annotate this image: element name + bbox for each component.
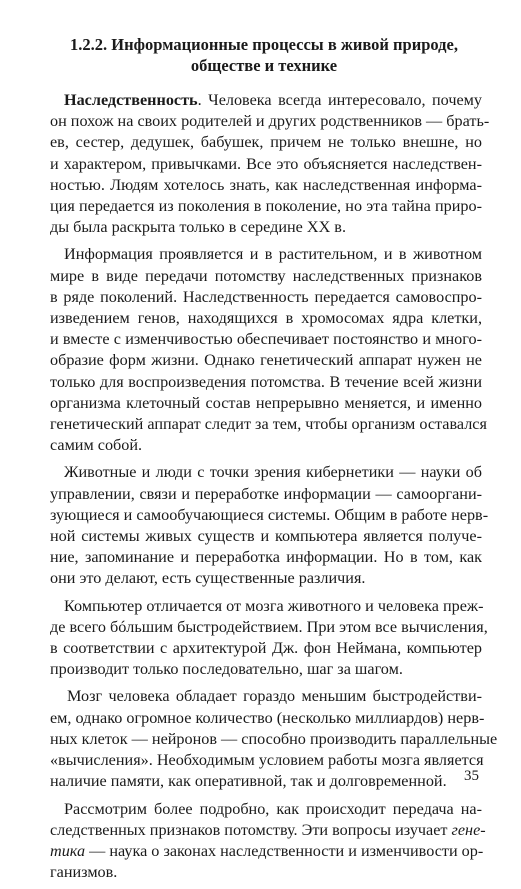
text-line: ция передается из поколения в поколение, но эта тайна приро- <box>50 197 482 216</box>
text-line: и характером, привычками. Все это объясняется наследствен- <box>50 154 482 173</box>
paragraph-computer <box>50 596 488 681</box>
text-line: в ряде поколений. Наследственность передается самовоспро- <box>50 287 482 306</box>
text-line: образие форм жизни. Однако генетический аппарат нужен не <box>50 351 482 370</box>
text-line: самим собой. <box>50 436 143 455</box>
paragraph-inheritance <box>50 244 487 456</box>
paragraph-heredity <box>50 90 490 238</box>
text-line: Рассмотрим более подробно, как происходит передача на- <box>64 799 482 818</box>
text-line: де всего бóльшим быстродействием. При этом все вычисления, <box>50 617 488 636</box>
text-line: производит только последовательно, шаг за шагом. <box>50 660 403 679</box>
text-line: Информация проявляется и в растительном, и в животном <box>64 245 482 264</box>
text-line: управлении, связи и переработке информации — самооргани- <box>50 484 482 503</box>
text-line: изведением генов, находящихся в хромосомах ядра клетки, <box>50 309 482 328</box>
text-line: Компьютер отличается от мозга животного и человека преж- <box>64 596 484 615</box>
text-line: «вычисления». Необходимым условием работы мозга является <box>50 751 484 770</box>
text-line: ев, сестер, дедушек, бабушек, причем не только внешне, но <box>50 133 482 152</box>
text-line: они это делают, есть существенные различия. <box>50 569 366 588</box>
paragraph-brain <box>50 686 498 792</box>
paragraph-cybernetics <box>50 462 489 589</box>
text-line: мире в виде передачи потомству наследственных признаков <box>50 266 482 285</box>
text-line: Мозг человека обладает гораздо меньшим быстродействи- <box>67 687 482 706</box>
section-heading <box>52 34 476 76</box>
text-line: ных клеток — нейронов — способно производить параллельные <box>50 729 498 748</box>
text-line: ной системы живых существ и компьютера является получе- <box>50 527 482 546</box>
heading-line-2: обществе и технике <box>190 56 338 75</box>
paragraph-genetics <box>50 799 486 884</box>
text-line: тика — наука о законах наследственности и изменчивости ор- <box>50 841 484 860</box>
text-line: Животные и люди с точки зрения кибернетики — науки об <box>64 463 482 482</box>
text-line: и вместе с изменчивостью обеспечивает постоянство и много- <box>50 330 482 349</box>
text-line: наличие памяти, как оперативной, так и долговременной. <box>50 772 447 791</box>
text-line: он похож на своих родителей и других родственников — брать- <box>50 112 490 131</box>
text-line: следственных признаков потомству. Эти вопросы изучает гене- <box>50 820 486 839</box>
heading-line-1: 1.2.2. Информационные процессы в живой природе, <box>70 35 458 54</box>
italic-term-continued: тика <box>50 841 86 860</box>
italic-term: гене- <box>451 820 486 839</box>
text-line: генетический аппарат следит за тем, чтобы организм оставался <box>50 415 487 434</box>
text-line: в соответствии с архитектурой Дж. фон Неймана, компьютер <box>50 639 482 658</box>
text-line: ды была раскрыта только в середине XX в. <box>50 218 346 237</box>
lead-term: Наследственность <box>64 91 198 109</box>
text-line: только для воспроизведения потомства. В течение всей жизни <box>50 372 482 391</box>
text-line: ганизмов. <box>50 863 118 882</box>
text-line: зующиеся и самообучающиеся системы. Общим в работе нерв- <box>50 505 489 524</box>
body-text <box>50 90 498 889</box>
text-line: ние, запоминание и переработка информации. Но в том, как <box>50 548 482 567</box>
text-line: организма клеточный состав непрерывно меняется, и именно <box>50 393 482 412</box>
text-line: ем, однако огромное количество (несколько миллиардов) нерв- <box>50 708 485 727</box>
text-line: ностью. Людям хотелось знать, как наследственная информа- <box>50 175 482 194</box>
page-number: 35 <box>464 768 479 784</box>
text-line: Наследственность. Человека всегда интересовало, почему <box>64 91 482 109</box>
